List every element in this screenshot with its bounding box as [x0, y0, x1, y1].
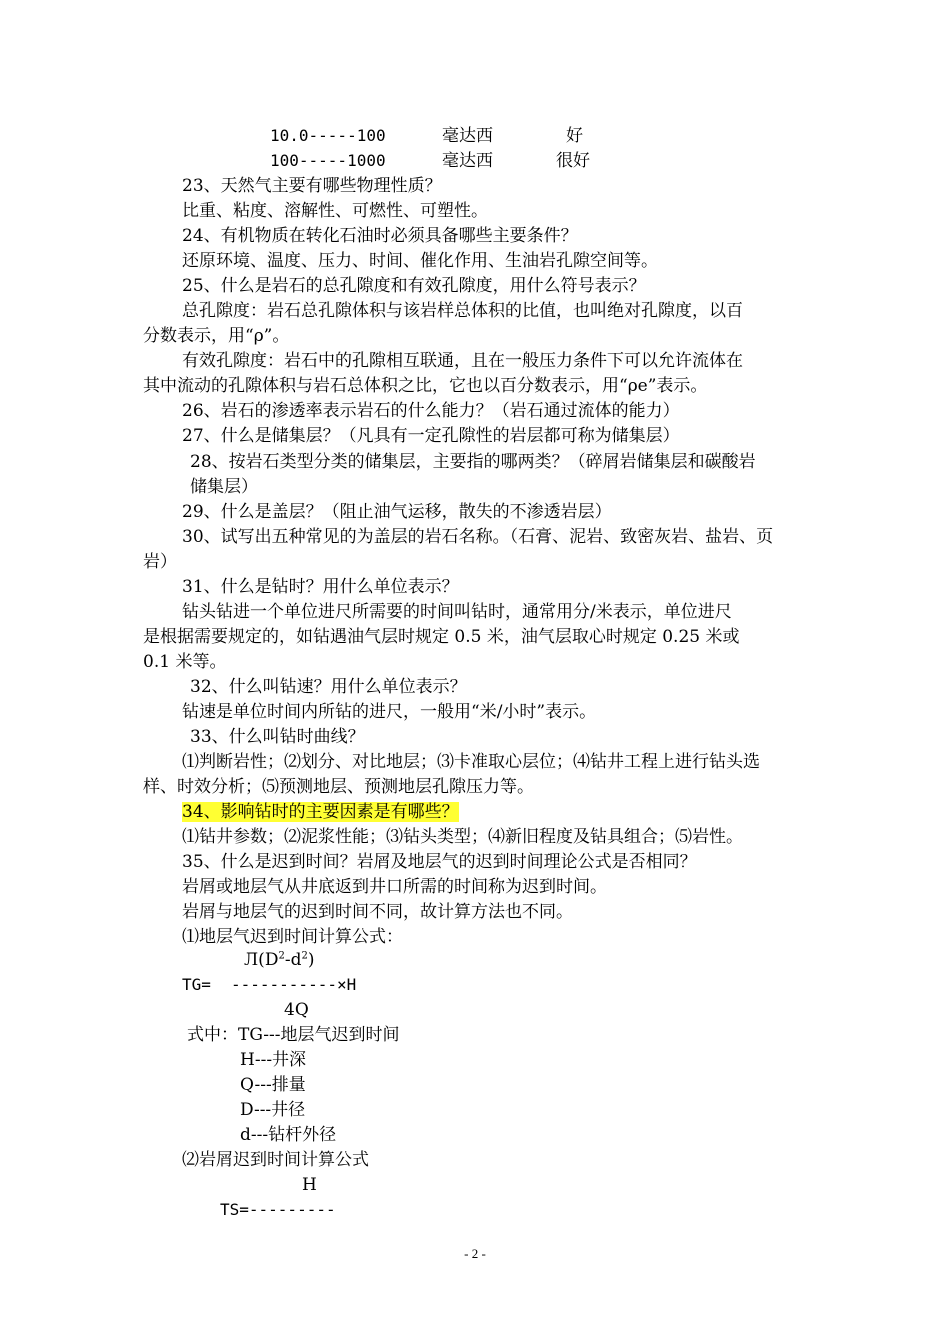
formula-1-num-part-c: )	[307, 950, 315, 970]
answer-34: ⑴钻井参数；⑵泥浆性能；⑶钻头类型；⑷新旧程度及钻具组合；⑸岩性。	[182, 827, 743, 847]
question-33: 33、什么叫钻时曲线？	[190, 727, 365, 747]
question-28-line1: 28、按岩石类型分类的储集层，主要指的哪两类？（碎屑岩储集层和碳酸岩	[190, 452, 756, 472]
answer-25-effective-line2: 其中流动的孔隙体积与岩石总体积之比，它也以百分数表示，用“ρe”表示。	[143, 376, 708, 396]
answer-32: 钻速是单位时间内所钻的进尺，一般用“米/小时”表示。	[182, 702, 597, 722]
perm-range-2: 100-----1000	[270, 151, 386, 170]
answer-33-line1: ⑴判断岩性；⑵划分、对比地层；⑶卡准取心层位；⑷钻井工程上进行钻头选	[182, 752, 760, 772]
question-30-line2: 岩）	[143, 552, 177, 572]
answer-25-total-line2: 分数表示，用“ρ”。	[143, 326, 290, 346]
answer-31-line2: 是根据需要规定的，如钻遇油气层时规定 0.5 米，油气层取心时规定 0.25 米或	[143, 627, 740, 647]
question-26: 26、岩石的渗透率表示岩石的什么能力？（岩石通过流体的能力）	[182, 401, 680, 421]
legend-title: 式中：TG---地层气迟到时间	[187, 1025, 400, 1045]
legend-h: H---井深	[240, 1050, 307, 1070]
formula-2-line: TS=---------	[220, 1200, 336, 1219]
answer-35-line2: 岩屑与地层气的迟到时间不同，故计算方法也不同。	[182, 902, 573, 922]
question-34	[182, 800, 459, 824]
question-30-line1: 30、试写出五种常见的为盖层的岩石名称。（石膏、泥岩、致密灰岩、盐岩、页	[182, 527, 774, 547]
formula-1-denominator: 4Q	[284, 1000, 309, 1020]
answer-25-effective-line1: 有效孔隙度：岩石中的孔隙相互联通，且在一般压力条件下可以允许流体在	[182, 351, 743, 371]
answer-31-line3: 0.1 米等。	[143, 652, 227, 672]
perm-range-1: 10.0-----100	[270, 126, 386, 145]
perm-grade-2: 很好	[556, 151, 590, 171]
question-27: 27、什么是储集层？（凡具有一定孔隙性的岩层都可称为储集层）	[182, 426, 680, 446]
formula-1-title: ⑴地层气迟到时间计算公式：	[182, 927, 403, 947]
question-23: 23、天然气主要有哪些物理性质？	[182, 176, 442, 196]
formula-1-fraction-bar: -----------×H	[231, 975, 357, 994]
formula-2-numerator: H	[302, 1175, 317, 1195]
formula-1-lhs: TG=	[182, 975, 211, 994]
question-29: 29、什么是盖层？（阻止油气运移，散失的不渗透岩层）	[182, 502, 612, 522]
perm-unit-1: 毫达西	[442, 126, 493, 146]
formula-1-superscript-2: 2	[301, 950, 308, 962]
formula-1-superscript-1: 2	[278, 950, 285, 962]
legend-d-upper: D---井径	[240, 1100, 306, 1120]
formula-1-num-part-a: Л(D	[244, 950, 279, 970]
legend-d-lower: d---钻杆外径	[240, 1125, 337, 1145]
formula-1-numerator	[244, 948, 314, 972]
perm-grade-1: 好	[566, 126, 583, 146]
question-35: 35、什么是迟到时间？岩屑及地层气的迟到时间理论公式是否相同？	[182, 852, 697, 872]
answer-35-line1: 岩屑或地层气从井底返到井口所需的时间称为迟到时间。	[182, 877, 607, 897]
answer-25-total-line1: 总孔隙度：岩石总孔隙体积与该岩样总体积的比值，也叫绝对孔隙度，以百	[182, 301, 743, 321]
perm-unit-2: 毫达西	[442, 151, 493, 171]
question-31: 31、什么是钻时？用什么单位表示？	[182, 577, 459, 597]
highlighted-question-34: 34、影响钻时的主要因素是有哪些？	[182, 802, 459, 822]
answer-23: 比重、粘度、溶解性、可燃性、可塑性。	[182, 201, 488, 221]
question-24: 24、有机物质在转化石油时必须具备哪些主要条件？	[182, 226, 578, 246]
page-number: - 2 -	[464, 1246, 486, 1261]
answer-24: 还原环境、温度、压力、时间、催化作用、生油岩孔隙空间等。	[182, 251, 658, 271]
formula-2-title: ⑵岩屑迟到时间计算公式	[182, 1150, 369, 1170]
legend-q: Q---排量	[240, 1075, 306, 1095]
answer-31-line1: 钻头钻进一个单位进尺所需要的时间叫钻时，通常用分/米表示，单位进尺	[182, 602, 732, 622]
formula-1-num-part-b: -d	[284, 950, 302, 970]
question-25: 25、什么是岩石的总孔隙度和有效孔隙度，用什么符号表示？	[182, 276, 646, 296]
question-32: 32、什么叫钻速？用什么单位表示？	[190, 677, 467, 697]
question-28-line2: 储集层）	[190, 477, 258, 497]
answer-33-line2: 样、时效分析；⑸预测地层、预测地层孔隙压力等。	[143, 777, 534, 797]
